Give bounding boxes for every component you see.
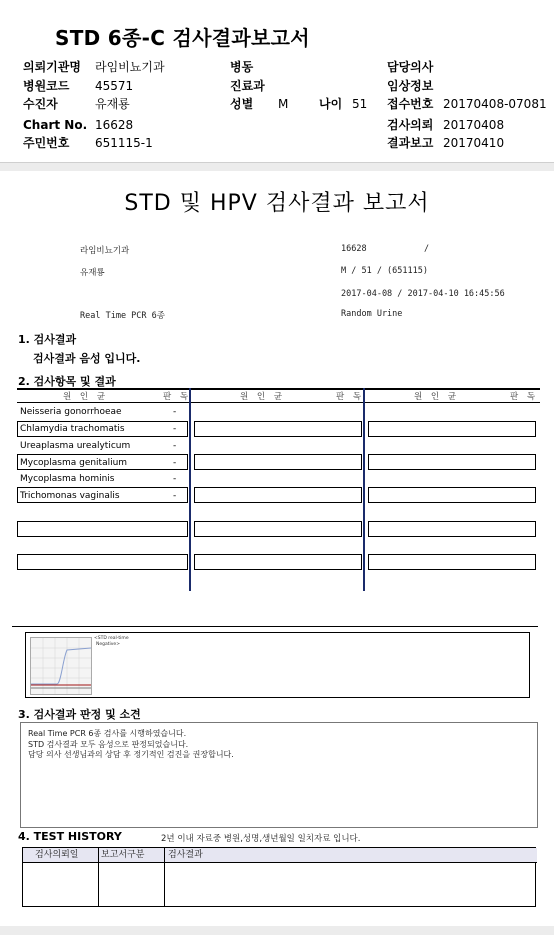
- label-request: 검사의뢰: [387, 118, 434, 132]
- label-receipt-no: 접수번호: [387, 97, 434, 111]
- value-request: 20170408: [443, 118, 505, 132]
- organism-result: -: [173, 441, 177, 451]
- graph-caption-line1: <STD real-time: [94, 636, 129, 641]
- section4-heading: 4. TEST HISTORY: [18, 830, 122, 843]
- pcr-amplification-chart: [30, 637, 92, 695]
- section2-heading: 2. 검사항목 및 결과: [18, 375, 116, 388]
- organism-result: -: [173, 491, 177, 501]
- organism-name: Ureaplasma urealyticum: [20, 441, 131, 451]
- value-institution: 라임비뇨기과: [95, 60, 165, 74]
- info-chart: 16628: [341, 244, 367, 254]
- organism-name: Chlamydia trachomatis: [20, 424, 125, 434]
- organism-result: -: [173, 474, 177, 484]
- label-rrn: 주민번호: [23, 136, 70, 150]
- label-patient: 수진자: [23, 97, 58, 111]
- label-dept: 진료과: [230, 79, 265, 93]
- organism-name: Trichomonas vaginalis: [20, 491, 120, 501]
- opinion-line: Real Time PCR 6종 검사를 시행하였습니다.: [28, 729, 187, 738]
- col-judgement-1: 판 독: [163, 392, 192, 402]
- info-sex-age: M / 51 / (651115): [341, 266, 428, 276]
- info-specimen: Random Urine: [341, 309, 403, 319]
- info-method: Real Time PCR 6종: [80, 311, 165, 321]
- report-sheet: [0, 171, 554, 926]
- col-judgement-3: 판 독: [510, 392, 539, 402]
- label-ward: 병동: [230, 60, 254, 74]
- history-col-result: 검사결과: [164, 848, 537, 863]
- section1-result: 검사결과 음성 입니다.: [33, 352, 141, 365]
- info-slash: /: [424, 244, 430, 254]
- value-age: 51: [352, 97, 368, 111]
- label-chart-no: Chart No.: [23, 118, 88, 132]
- opinion-line: 담당 의사 선생님과의 상담 후 정기적인 검진을 권장합니다.: [28, 750, 234, 759]
- value-chart-no: 16628: [95, 118, 134, 132]
- col-organism-2: 원 인 균: [240, 392, 286, 402]
- organism-name: Mycoplasma hominis: [20, 474, 115, 484]
- report-title: STD 및 HPV 검사결과 보고서: [124, 191, 430, 216]
- info-dates: 2017-04-08 / 2017-04-10 16:45:56: [341, 289, 505, 299]
- col-judgement-2: 판 독: [336, 392, 365, 402]
- value-hospital-code: 45571: [95, 79, 134, 93]
- section3-heading: 3. 검사결과 판정 및 소견: [18, 708, 141, 721]
- test-history-table: [22, 847, 536, 907]
- report-summary-header: [0, 0, 554, 163]
- history-col-report-type: 보고서구분: [98, 848, 164, 863]
- value-patient: 유재룡: [95, 97, 130, 111]
- organism-name: Neisseria gonorrhoeae: [20, 407, 122, 417]
- graph-caption-line2: Negative>: [96, 642, 120, 647]
- organism-name: Mycoplasma genitalium: [20, 458, 128, 468]
- history-col-request-date: 검사의뢰일: [23, 848, 98, 863]
- summary-title: STD 6종-C 검사결과보고서: [55, 26, 310, 50]
- history-note: 2년 이내 자료중 병원,성명,생년월일 일치자료 입니다.: [161, 834, 361, 844]
- section1-heading: 1. 검사결과: [18, 333, 77, 346]
- value-receipt-no: 20170408-07081: [443, 97, 547, 111]
- label-clinical: 임상정보: [387, 79, 434, 93]
- organism-result: -: [173, 458, 177, 468]
- value-sex: M: [278, 97, 289, 111]
- opinion-line: STD 검사결과 모두 음성으로 판정되었습니다.: [28, 740, 189, 749]
- info-clinic: 라임비뇨기과: [80, 246, 130, 256]
- value-report: 20170410: [443, 136, 505, 150]
- label-report: 결과보고: [387, 136, 434, 150]
- label-institution: 의뢰기관명: [23, 60, 81, 74]
- label-sex: 성별: [230, 97, 254, 111]
- opinion-box: [20, 722, 538, 828]
- label-doctor: 담당의사: [387, 60, 434, 74]
- col-organism-3: 원 인 균: [414, 392, 460, 402]
- col-organism-1: 원 인 균: [63, 392, 109, 402]
- label-age: 나이: [319, 97, 343, 111]
- info-patient: 유재룡: [80, 268, 105, 278]
- organism-result: -: [173, 424, 177, 434]
- label-hospital-code: 병원코드: [23, 79, 70, 93]
- pcr-graph-frame: [25, 632, 530, 698]
- organism-result: -: [173, 407, 177, 417]
- value-rrn: 651115-1: [95, 136, 153, 150]
